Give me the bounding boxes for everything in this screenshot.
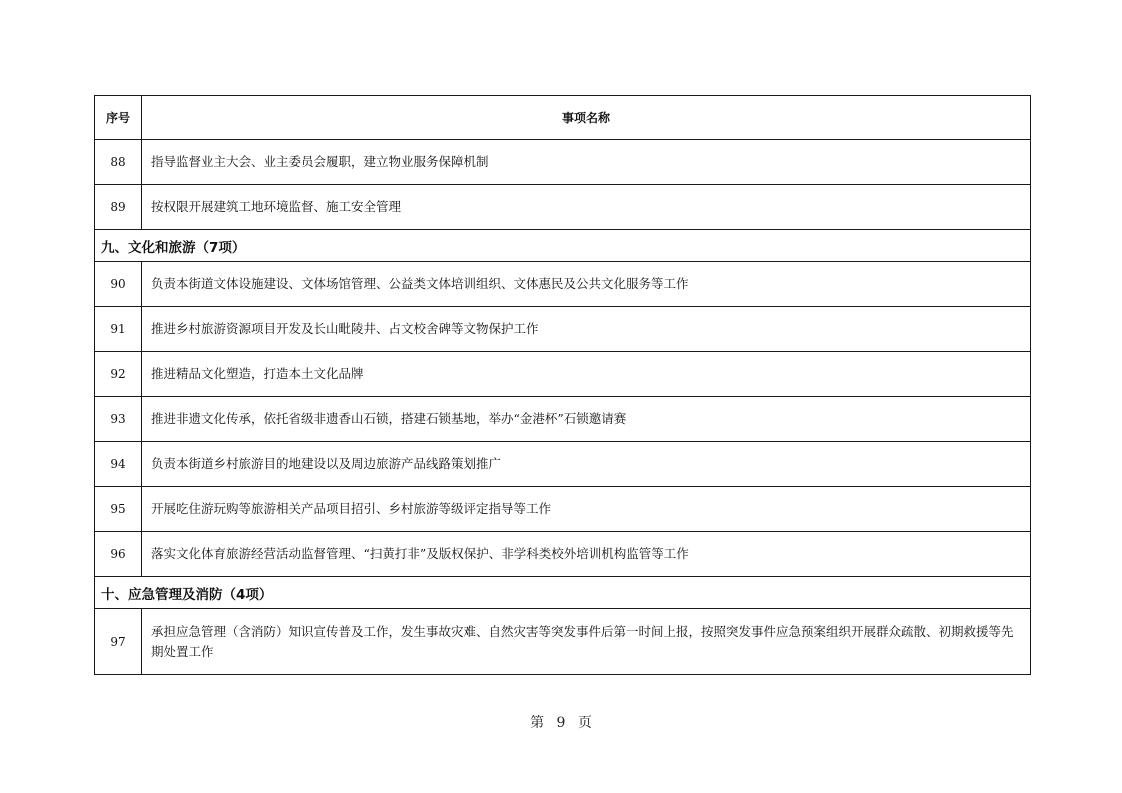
row-number: 89 xyxy=(95,185,142,230)
header-name: 事项名称 xyxy=(142,96,1031,140)
page-number: 9 xyxy=(556,715,566,731)
table-row xyxy=(95,307,1031,352)
row-name: 推进乡村旅游资源项目开发及长山毗陵井、占文校舍碑等文物保护工作 xyxy=(142,307,1031,352)
row-number: 88 xyxy=(95,140,142,185)
table-row xyxy=(95,532,1031,577)
table-row xyxy=(95,487,1031,532)
row-number: 90 xyxy=(95,262,142,307)
table-row xyxy=(95,609,1031,675)
row-name: 推进非遗文化传承，依托省级非遗香山石锁，搭建石锁基地，举办“金港杯”石锁邀请赛 xyxy=(142,397,1031,442)
matters-table xyxy=(94,95,1031,675)
table-row xyxy=(95,352,1031,397)
table-row xyxy=(95,442,1031,487)
row-number: 91 xyxy=(95,307,142,352)
row-name: 指导监督业主大会、业主委员会履职，建立物业服务保障机制 xyxy=(142,140,1031,185)
table-row xyxy=(95,262,1031,307)
table-row xyxy=(95,140,1031,185)
row-number: 96 xyxy=(95,532,142,577)
header-number: 序号 xyxy=(95,96,142,140)
row-name: 按权限开展建筑工地环境监督、施工安全管理 xyxy=(142,185,1031,230)
row-name: 负责本街道乡村旅游目的地建设以及周边旅游产品线路策划推广 xyxy=(142,442,1031,487)
row-name: 落实文化体育旅游经营活动监督管理、“扫黄打非”及版权保护、非学科类校外培训机构监管等工作 xyxy=(142,532,1031,577)
row-number: 94 xyxy=(95,442,142,487)
section-heading-row xyxy=(95,230,1031,262)
page-footer-suffix: 页 xyxy=(577,715,592,731)
table-header-row xyxy=(95,96,1031,140)
section-heading-row xyxy=(95,577,1031,609)
row-name: 负责本街道文体设施建设、文体场馆管理、公益类文体培训组织、文体惠民及公共文化服务等工作 xyxy=(142,262,1031,307)
page-footer-prefix: 第 xyxy=(530,715,545,731)
row-name: 承担应急管理（含消防）知识宣传普及工作，发生事故灾难、自然灾害等突发事件后第一时间上报，按照突发事件应急预案组织开展群众疏散、初期救援等先期处置工作 xyxy=(142,609,1031,675)
row-number: 92 xyxy=(95,352,142,397)
table-row xyxy=(95,185,1031,230)
row-number: 95 xyxy=(95,487,142,532)
section-title-culture-tourism: 九、文化和旅游（7项） xyxy=(95,230,1031,262)
page-footer xyxy=(0,712,1122,732)
row-number: 97 xyxy=(95,609,142,675)
row-number: 93 xyxy=(95,397,142,442)
section-title-emergency-fire: 十、应急管理及消防（4项） xyxy=(95,577,1031,609)
row-name: 推进精品文化塑造，打造本土文化品牌 xyxy=(142,352,1031,397)
table-row xyxy=(95,397,1031,442)
row-name: 开展吃住游玩购等旅游相关产品项目招引、乡村旅游等级评定指导等工作 xyxy=(142,487,1031,532)
